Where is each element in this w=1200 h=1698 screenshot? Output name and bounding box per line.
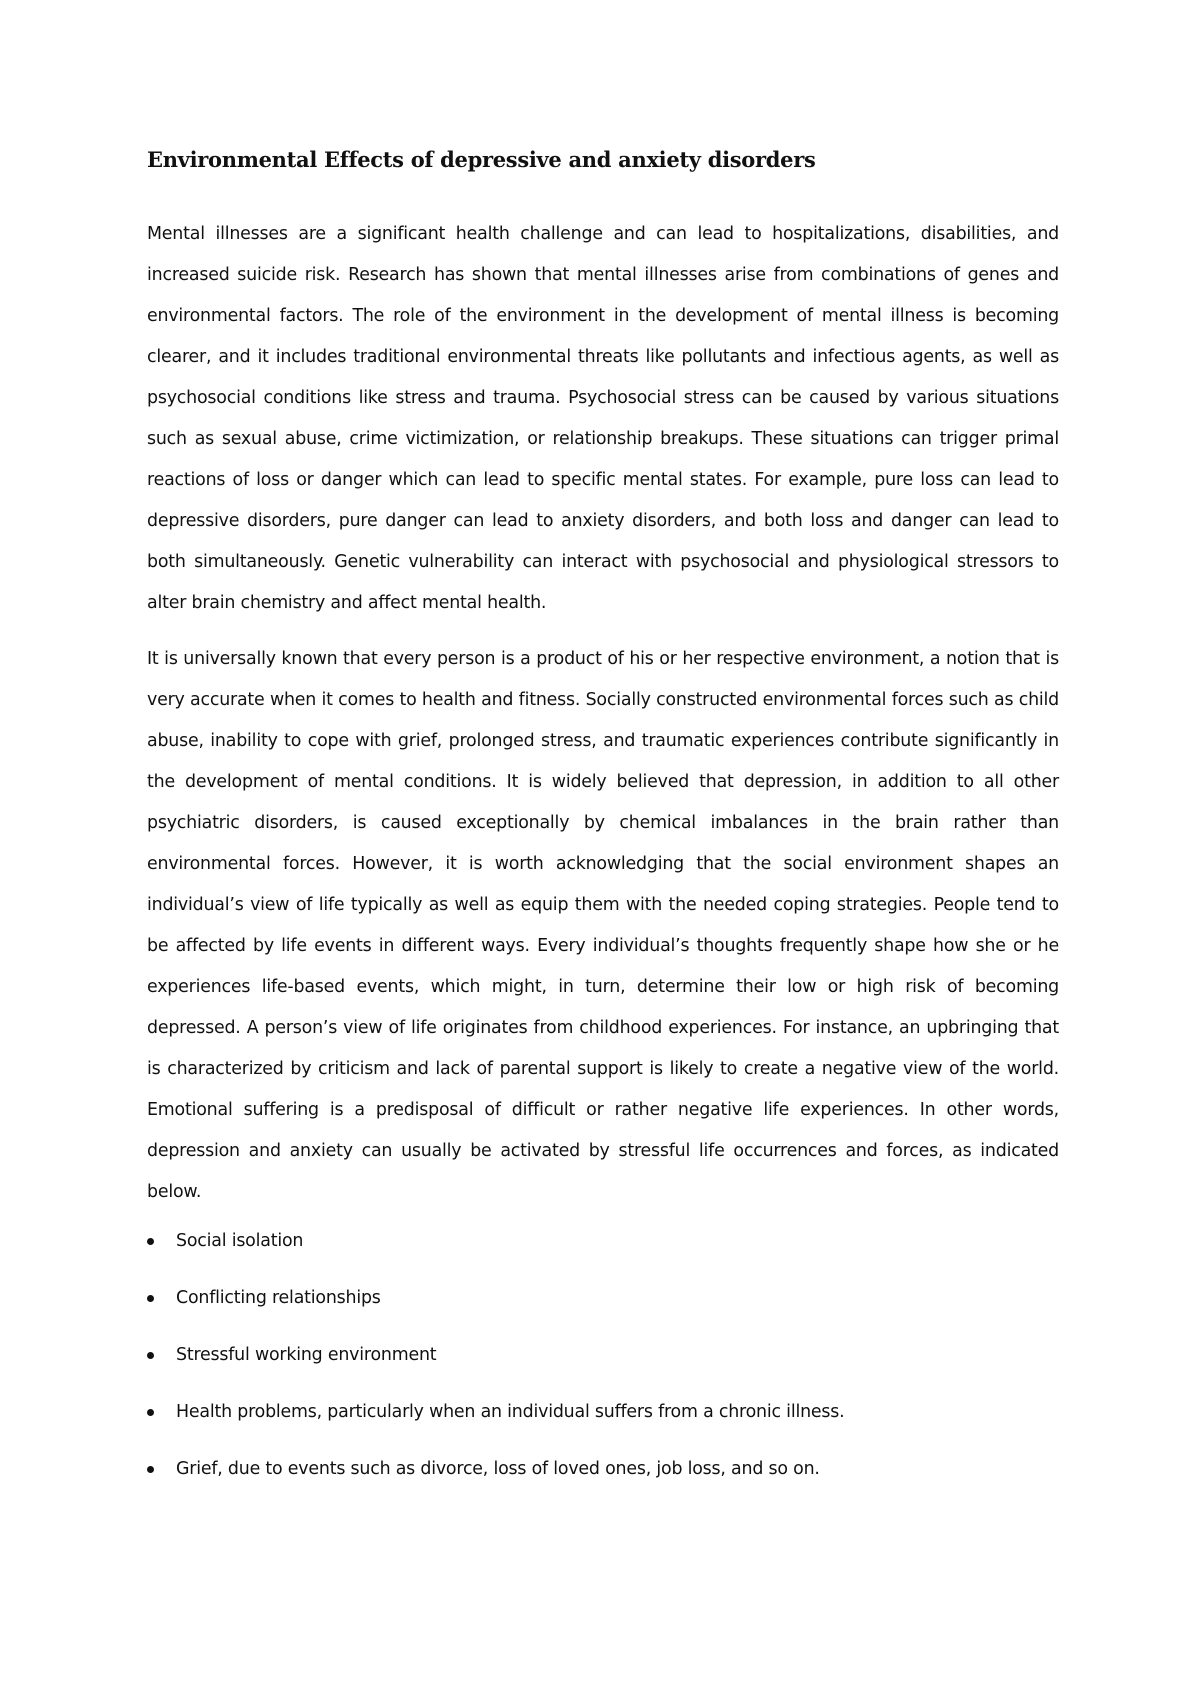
bullet-icon bbox=[147, 1295, 154, 1302]
paragraph-2: It is universally known that every person is a product of his or her respective environment, a notion that is very accurate when it comes to health and fitness. Socially constructed environmental forces such as child abuse, inability to cope with grief, prolonged stress, and traumatic experiences contribute significantly in the development of mental conditions. It is widely believed that depression, in addition to all other psychiatric disorders, is caused exceptionally by chemical imbalances in the brain rather than environmental forces. However, it is worth acknowledging that the social environment shapes an individual’s view of life typically as well as equip them with the needed coping strategies. People tend to be affected by life events in different ways. Every individual’s thoughts frequently shape how she or he experiences life-based events, which might, in turn, determine their low or high risk of becoming depressed. A person’s view of life originates from childhood experiences. For instance, an upbringing that is characterized by criticism and lack of parental support is likely to create a negative view of the world. Emotional suffering is a predisposal of difficult or rather negative life experiences. In other words, depression and anxiety can usually be activated by stressful life occurrences and forces, as indicated below. bbox=[147, 649, 1059, 1202]
document-title: Environmental Effects of depressive and anxiety disorders bbox=[147, 147, 816, 172]
bullet-icon bbox=[147, 1466, 154, 1473]
list-item bbox=[147, 1456, 1059, 1483]
list-item bbox=[147, 1228, 1059, 1255]
list-item bbox=[147, 1342, 1059, 1369]
list-item bbox=[147, 1399, 1059, 1426]
paragraph-1: Mental illnesses are a significant health challenge and can lead to hospitalizations, disabilities, and increased suicide risk. Research has shown that mental illnesses arise from combinations of genes and environmental factors. The role of the environment in the development of mental illness is becoming clearer, and it includes traditional environmental threats like pollutants and infectious agents, as well as psychosocial conditions like stress and trauma. Psychosocial stress can be caused by various situations such as sexual abuse, crime victimization, or relationship breakups. These situations can trigger primal reactions of loss or danger which can lead to specific mental states. For example, pure loss can lead to depressive disorders, pure danger can lead to anxiety disorders, and both loss and danger can lead to both simultaneously. Genetic vulnerability can interact with psychosocial and physiological stressors to alter brain chemistry and affect mental health. bbox=[147, 224, 1059, 613]
bullet-icon bbox=[147, 1238, 154, 1245]
document-body bbox=[147, 146, 1059, 1513]
list-item-text: Grief, due to events such as divorce, loss of loved ones, job loss, and so on. bbox=[176, 1459, 820, 1479]
list-item-text: Social isolation bbox=[176, 1231, 304, 1251]
bullet-icon bbox=[147, 1409, 154, 1416]
list-item-text: Conflicting relationships bbox=[176, 1288, 381, 1308]
bullet-icon bbox=[147, 1352, 154, 1359]
list-item-text: Health problems, particularly when an individual suffers from a chronic illness. bbox=[176, 1402, 845, 1422]
list-item bbox=[147, 1285, 1059, 1312]
bullet-list bbox=[147, 1228, 1059, 1483]
list-item-text: Stressful working environment bbox=[176, 1345, 437, 1365]
